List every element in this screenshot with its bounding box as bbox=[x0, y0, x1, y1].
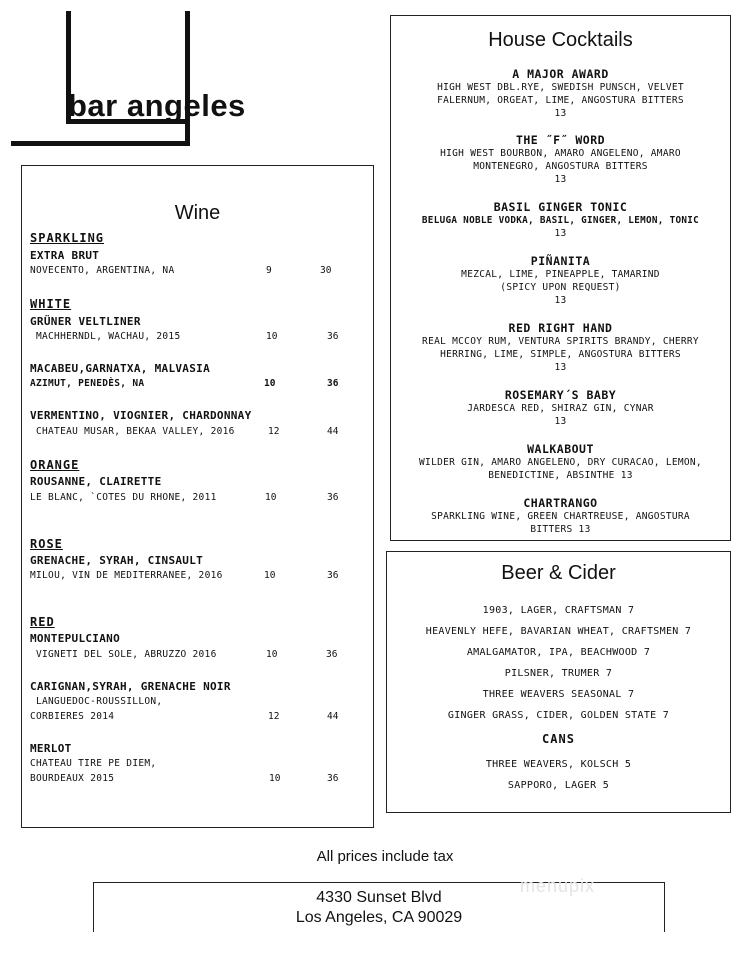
cocktail-desc: WILDER GIN, AMARO ANGELENO, DRY CURACAO, LEMON, bbox=[419, 457, 702, 468]
bottle-price: 36 bbox=[326, 649, 338, 660]
address-city: Los Angeles, CA 90029 bbox=[295, 909, 463, 926]
category-sparkling: SPARKLING bbox=[30, 231, 105, 245]
beer-cider-section bbox=[386, 551, 731, 813]
cocktail-name: RED RIGHT HAND bbox=[508, 321, 613, 335]
wine-desc: MACHHERNDL, WACHAU, 2015 bbox=[36, 331, 181, 342]
cocktail-item bbox=[391, 133, 730, 186]
bottle-price: 36 bbox=[327, 331, 339, 342]
wine-name: GRENACHE, SYRAH, CINSAULT bbox=[30, 554, 204, 567]
cocktail-item bbox=[391, 442, 730, 482]
cocktail-name: WALKABOUT bbox=[527, 442, 594, 456]
beer-title: Beer & Cider bbox=[501, 562, 616, 584]
bottle-price: 44 bbox=[327, 426, 339, 437]
cocktail-name: A MAJOR AWARD bbox=[512, 67, 609, 81]
wine-desc: MILOU, VIN DE MEDITERRANEE, 2016 bbox=[30, 570, 223, 581]
house-cocktails-section bbox=[390, 15, 731, 541]
wine-desc: LE BLANC, `COTES DU RHONE, 2011 bbox=[30, 492, 217, 503]
wine-desc: LANGUEDOC-ROUSSILLON, bbox=[36, 696, 163, 707]
glass-price: 12 bbox=[268, 426, 280, 437]
bar-angeles-logo bbox=[0, 0, 280, 150]
cocktail-price: 13 bbox=[554, 295, 567, 306]
cocktail-price: 13 bbox=[554, 362, 567, 373]
bottle-price: 44 bbox=[327, 711, 339, 722]
wine-name: ROUSANNE, CLAIRETTE bbox=[30, 475, 162, 488]
category-red: RED bbox=[30, 615, 55, 629]
wine-desc: CORBIERES 2014 bbox=[30, 711, 115, 722]
glass-price: 10 bbox=[265, 492, 277, 503]
cocktail-name: CHARTRANGO bbox=[523, 496, 598, 510]
cocktail-item bbox=[391, 200, 730, 240]
wine-desc: BOURDEAUX 2015 bbox=[30, 773, 115, 784]
watermark: menupix bbox=[520, 876, 596, 896]
logo-text: bar angeles bbox=[68, 88, 246, 123]
cocktail-price: 13 bbox=[554, 108, 567, 119]
wine-name: VERMENTINO, VIOGNIER, CHARDONNAY bbox=[30, 409, 252, 422]
cocktail-desc: FALERNUM, ORGEAT, LIME, ANGOSTURA BITTERS bbox=[437, 95, 684, 106]
cocktail-item bbox=[391, 388, 730, 428]
bottle-price: 30 bbox=[320, 265, 332, 276]
cocktail-desc: MEZCAL, LIME, PINEAPPLE, TAMARIND bbox=[461, 269, 660, 280]
can-item: THREE WEAVERS, KOLSCH 5 bbox=[485, 759, 632, 770]
wine-desc: CHATEAU TIRE PE DIEM, bbox=[30, 758, 157, 769]
beer-item: THREE WEAVERS SEASONAL 7 bbox=[482, 689, 635, 700]
wine-name: MERLOT bbox=[30, 742, 72, 755]
can-item: SAPPORO, LAGER 5 bbox=[507, 780, 610, 791]
cocktail-name: ROSEMARY´S BABY bbox=[504, 388, 617, 402]
wine-name: GRÜNER VELTLINER bbox=[30, 315, 141, 328]
logo-bar bbox=[185, 11, 190, 146]
bottle-price: 36 bbox=[327, 378, 339, 389]
cocktail-item bbox=[391, 67, 730, 120]
address-street: 4330 Sunset Blvd bbox=[316, 889, 442, 906]
cocktail-desc: BITTERS 13 bbox=[530, 524, 591, 535]
wine-name: EXTRA BRUT bbox=[30, 249, 100, 262]
cocktail-desc: BENEDICTINE, ABSINTHE 13 bbox=[488, 470, 633, 481]
category-rose: ROSE bbox=[30, 537, 63, 551]
wine-name: MACABEU,GARNATXA, MALVASIA bbox=[30, 362, 210, 375]
glass-price: 12 bbox=[268, 711, 280, 722]
glass-price: 10 bbox=[266, 331, 278, 342]
cocktail-price: 13 bbox=[554, 416, 567, 427]
glass-price: 10 bbox=[264, 378, 276, 389]
bottle-price: 36 bbox=[327, 773, 339, 784]
wine-desc: AZIMUT, PENEDÈS, NA bbox=[30, 378, 145, 389]
beer-item: 1903, LAGER, CRAFTSMAN 7 bbox=[482, 605, 635, 616]
cocktail-desc: (SPICY UPON REQUEST) bbox=[500, 282, 621, 293]
cocktail-name: BASIL GINGER TONIC bbox=[493, 200, 628, 214]
glass-price: 10 bbox=[266, 649, 278, 660]
cocktail-desc: SPARKLING WINE, GREEN CHARTREUSE, ANGOSTURA bbox=[431, 511, 690, 522]
wine-name: CARIGNAN,SYRAH, GRENACHE NOIR bbox=[30, 680, 231, 693]
wine-desc: NOVECENTO, ARGENTINA, NA bbox=[30, 265, 175, 276]
cocktail-item bbox=[391, 496, 730, 536]
wine-desc: VIGNETI DEL SOLE, ABRUZZO 2016 bbox=[36, 649, 217, 660]
cans-title: CANS bbox=[542, 732, 575, 746]
cocktail-name: THE ˝F˝ WORD bbox=[515, 133, 606, 147]
beer-item: HEAVENLY HEFE, BAVARIAN WHEAT, CRAFTSMEN 7 bbox=[425, 626, 692, 637]
wine-title: Wine bbox=[174, 202, 221, 224]
cocktail-price: 13 bbox=[554, 174, 567, 185]
logo-bar bbox=[11, 141, 190, 146]
cocktail-desc: HIGH WEST BOURBON, AMARO ANGELENO, AMARO bbox=[440, 148, 681, 159]
bottle-price: 36 bbox=[327, 492, 339, 503]
cocktail-desc: BELUGA NOBLE VODKA, BASIL, GINGER, LEMON, TONIC bbox=[421, 215, 700, 226]
cocktail-desc: HERRING, LIME, SIMPLE, ANGOSTURA BITTERS bbox=[440, 349, 681, 360]
glass-price: 10 bbox=[269, 773, 281, 784]
beer-item: AMALGAMATOR, IPA, BEACHWOOD 7 bbox=[466, 647, 651, 658]
cocktail-desc: JARDESCA RED, SHIRAZ GIN, CYNAR bbox=[467, 403, 654, 414]
tax-note: All prices include tax bbox=[316, 848, 454, 865]
cocktail-name: PIÑANITA bbox=[530, 254, 591, 268]
category-orange: ORANGE bbox=[30, 458, 80, 472]
cocktail-desc: MONTENEGRO, ANGOSTURA BITTERS bbox=[473, 161, 648, 172]
glass-price: 10 bbox=[264, 570, 276, 581]
wine-name: MONTEPULCIANO bbox=[30, 632, 120, 645]
cocktails-title: House Cocktails bbox=[488, 29, 633, 51]
cocktail-desc: REAL MCCOY RUM, VENTURA SPIRITS BRANDY, CHERRY bbox=[422, 336, 699, 347]
cocktail-item bbox=[391, 254, 730, 307]
cocktail-price: 13 bbox=[554, 228, 567, 239]
glass-price: 9 bbox=[266, 265, 272, 276]
beer-item: GINGER GRASS, CIDER, GOLDEN STATE 7 bbox=[447, 710, 670, 721]
cocktail-desc: HIGH WEST DBL.RYE, SWEDISH PUNSCH, VELVET bbox=[437, 82, 684, 93]
bottle-price: 36 bbox=[327, 570, 339, 581]
beer-item: PILSNER, TRUMER 7 bbox=[504, 668, 613, 679]
cocktail-item bbox=[391, 321, 730, 374]
wine-desc: CHATEAU MUSAR, BEKAA VALLEY, 2016 bbox=[36, 426, 235, 437]
category-white: WHITE bbox=[30, 297, 72, 311]
wine-section bbox=[21, 165, 374, 828]
